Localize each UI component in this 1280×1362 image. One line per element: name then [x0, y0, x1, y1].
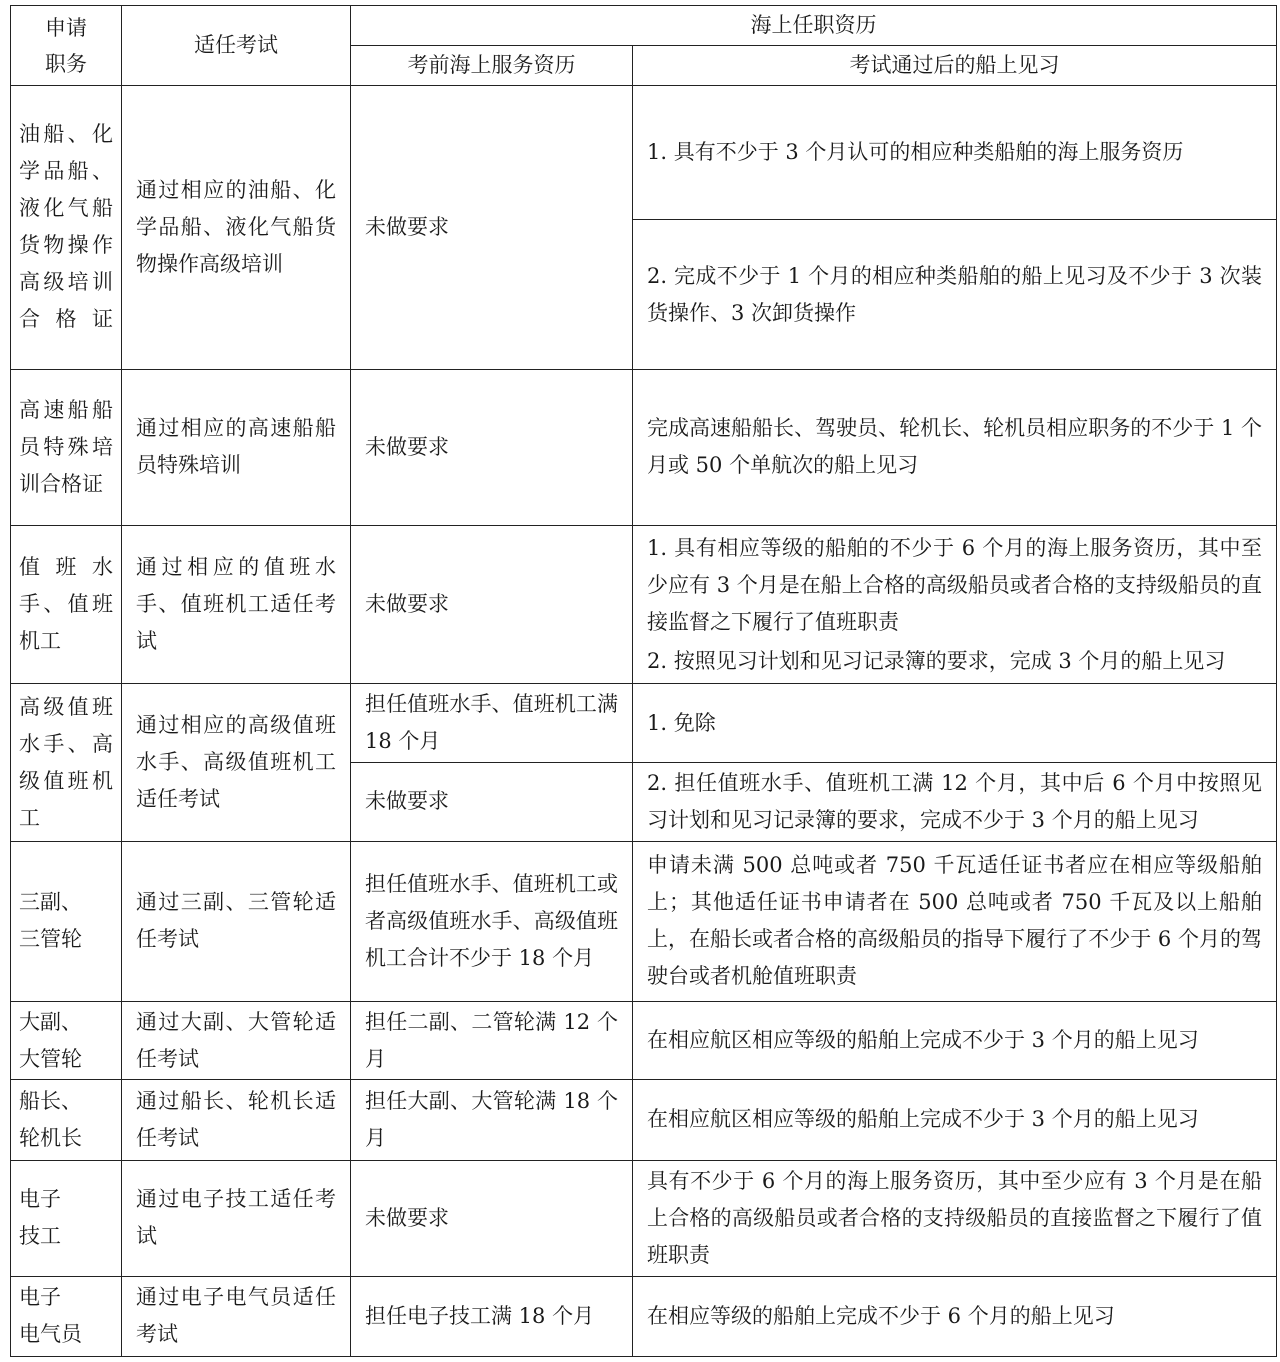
- internship-item: 1. 具有相应等级的船舶的不少于 6 个月的海上服务资历，其中至少应有 3 个月是在船上合格的高级船员或者合格的支持级船员的直接监督之下履行了值班职责: [647, 535, 1262, 634]
- prior-service-cell: 未做要求: [351, 526, 633, 684]
- header-prior-service: 考前海上服务资历: [351, 46, 633, 86]
- internship-cell: 2. 完成不少于 1 个月的相应种类船舶的船上见习及不少于 3 次装货操作、3 次卸货操作: [633, 220, 1277, 369]
- position-cell: 高速船船员特殊培训合格证: [11, 369, 122, 525]
- exam-cell: 通过电子技工适任考试: [122, 1160, 351, 1276]
- table-row: [11, 1002, 1277, 1080]
- prior-service-cell: 未做要求: [351, 762, 633, 841]
- prior-service-cell: 担任二副、二管轮满 12 个月: [351, 1002, 633, 1080]
- header-post-internship: 考试通过后的船上见习: [633, 46, 1277, 86]
- exam-cell: 通过相应的值班水手、值班机工适任考试: [122, 526, 351, 684]
- prior-service-cell: 担任值班水手、值班机工满 18 个月: [351, 684, 633, 762]
- internship-item: 2. 按照见习计划和见习记录簿的要求，完成 3 个月的船上见习: [647, 648, 1226, 673]
- table-row: [11, 86, 1277, 220]
- exam-cell: 通过船长、轮机长适任考试: [122, 1080, 351, 1160]
- table-row: [11, 369, 1277, 525]
- internship-cell: 在相应等级的船舶上完成不少于 6 个月的船上见习: [633, 1276, 1277, 1356]
- exam-cell: 通过相应的高级值班水手、高级值班机工适任考试: [122, 684, 351, 841]
- internship-cell: 1. 免除: [633, 684, 1277, 762]
- prior-service-cell: 未做要求: [351, 369, 633, 525]
- position-cell: 电子 技工: [11, 1160, 122, 1276]
- table-row: [11, 1276, 1277, 1356]
- exam-cell: 通过三副、三管轮适任考试: [122, 841, 351, 1001]
- qualification-table: [10, 5, 1277, 1357]
- position-cell: 电子 电气员: [11, 1276, 122, 1356]
- internship-cell: 在相应航区相应等级的船舶上完成不少于 3 个月的船上见习: [633, 1002, 1277, 1080]
- prior-service-cell: 担任值班水手、值班机工或者高级值班水手、高级值班机工合计不少于 18 个月: [351, 841, 633, 1001]
- internship-cell: 1. 具有不少于 3 个月认可的相应种类船舶的海上服务资历: [633, 86, 1277, 220]
- table-row: [11, 841, 1277, 1001]
- table-row: [11, 1080, 1277, 1160]
- internship-cell: 在相应航区相应等级的船舶上完成不少于 3 个月的船上见习: [633, 1080, 1277, 1160]
- position-cell: 高级值班水手、高级值班机工: [11, 684, 122, 841]
- prior-service-cell: 未做要求: [351, 1160, 633, 1276]
- internship-cell: 完成高速船船长、驾驶员、轮机长、轮机员相应职务的不少于 1 个月或 50 个单航次的船上见习: [633, 369, 1277, 525]
- prior-service-cell: 担任电子技工满 18 个月: [351, 1276, 633, 1356]
- internship-cell: 申请未满 500 总吨或者 750 千瓦适任证书者应在相应等级船舶上；其他适任证书申请者在 500 总吨或者 750 千瓦及以上船舶上，在船长或者合格的高级船员的指导下履行了不少于 6 个月的驾驶台或者机舱值班职责: [633, 841, 1277, 1001]
- internship-cell: [633, 526, 1277, 684]
- exam-cell: 通过相应的油船、化学品船、液化气船货物操作高级培训: [122, 86, 351, 370]
- table-row: [11, 1160, 1277, 1276]
- header-position: 申请 职务: [11, 6, 122, 86]
- header-exam: 适任考试: [122, 6, 351, 86]
- table-row: [11, 526, 1277, 684]
- internship-cell: 具有不少于 6 个月的海上服务资历，其中至少应有 3 个月是在船上合格的高级船员或者合格的支持级船员的直接监督之下履行了值班职责: [633, 1160, 1277, 1276]
- position-cell: 值班水手、值班机工: [11, 526, 122, 684]
- position-cell: 大副、 大管轮: [11, 1002, 122, 1080]
- prior-service-cell: 未做要求: [351, 86, 633, 370]
- exam-cell: 通过相应的高速船船员特殊培训: [122, 369, 351, 525]
- prior-service-cell: 担任大副、大管轮满 18 个月: [351, 1080, 633, 1160]
- position-cell: 三副、 三管轮: [11, 841, 122, 1001]
- exam-cell: 通过大副、大管轮适任考试: [122, 1002, 351, 1080]
- internship-cell: 2. 担任值班水手、值班机工满 12 个月，其中后 6 个月中按照见习计划和见习记录簿的要求，完成不少于 3 个月的船上见习: [633, 762, 1277, 841]
- table-row: [11, 684, 1277, 762]
- exam-cell: 通过电子电气员适任考试: [122, 1276, 351, 1356]
- position-cell: 船长、 轮机长: [11, 1080, 122, 1160]
- header-sea-service: 海上任职资历: [351, 6, 1277, 46]
- header-row: [11, 6, 1277, 46]
- position-cell: 油船、化学品船、液化气船货物操作高级培训合格证: [11, 86, 122, 370]
